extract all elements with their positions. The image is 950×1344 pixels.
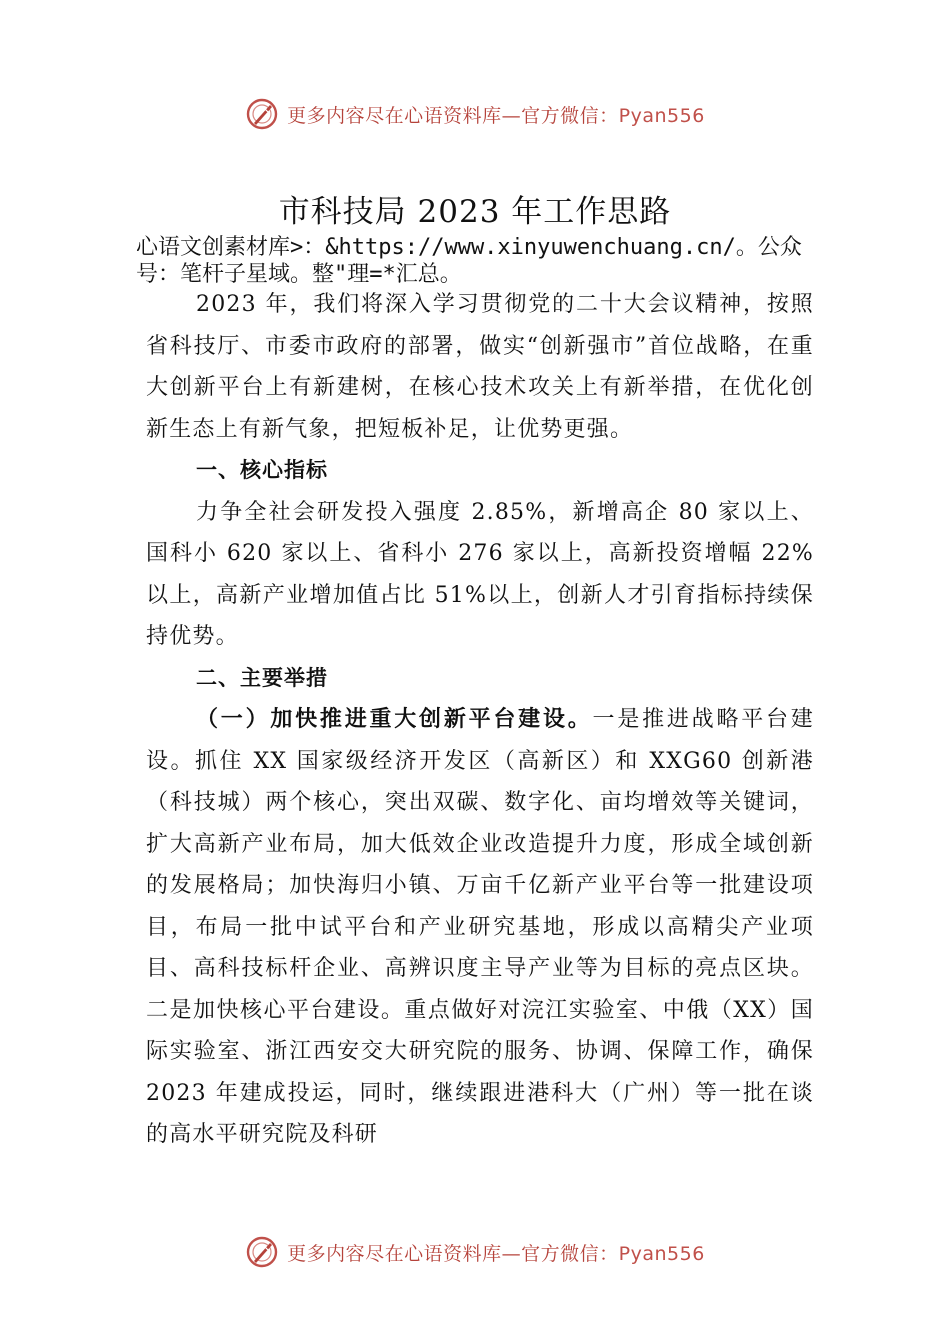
banner-text [287, 1239, 705, 1266]
wechat-id: Pyan556 [618, 104, 705, 127]
header-banner [0, 94, 950, 134]
footer-banner [0, 1232, 950, 1272]
wechat-id: Pyan556 [618, 1242, 705, 1265]
document-title: 市科技局 2023 年工作思路 [278, 194, 672, 230]
section-heading-main-measures: 二、主要举措 [196, 665, 328, 690]
section-heading-core-indicators: 一、核心指标 [196, 458, 328, 482]
banner-main-text: 更多内容尽在心语资料库—官方微信： [287, 1242, 619, 1265]
core-indicators-paragraph: 力争全社会研发投入强度 2.85%，新增高企 80 家以上、国科小 620 家以上、省科小 276 家以上，高新投资增幅 22%以上，高新产业增加值占比 51%以上，创新人才引育指标持续保持优势。 [146, 499, 814, 649]
measure-1-paragraph [146, 699, 814, 1156]
banner-text [287, 101, 705, 128]
measure-1-body: 一是推进战略平台建设。抓住 XX 国家级经济开发区（高新区）和 XXG60 创新港（科技城）两个核心，突出双碳、数字化、亩均增效等关键词，扩大高新产业布局，加大低效企业改造提升力度，形成全域创新的发展格局；加快海归小镇、万亩千亿新产业平台等一批建设项目，布局一批中试平台和产业研究基地，形成以高精尖产业项目、高科技标杆企业、高辨识度主导产业等为目标的亮点区块。二是加快核心平台建设。重点做好对浣江实验室、中俄（XX）国际实验室、浙江西安交大研究院的服务、协调、保障工作，确保 2023 年建成投运，同时，继续跟进港科大（广州）等一批在谈的高水平研究院及科研 [146, 707, 814, 1147]
document-body [146, 284, 814, 1156]
quill-logo-icon [245, 1235, 279, 1269]
intro-paragraph: 2023 年，我们将深入学习贯彻党的二十大会议精神，按照省科技厅、市委市政府的部署，做实“创新强市”首位战略，在重大创新平台上有新建树，在核心技术攻关上有新举措，在优化创新生态上有新气象，把短板补足，让优势更强。 [146, 292, 814, 442]
quill-logo-icon [245, 97, 279, 131]
banner-main-text: 更多内容尽在心语资料库—官方微信： [287, 104, 619, 127]
measure-1-heading: （一）加快推进重大创新平台建设。 [196, 706, 593, 732]
source-line: 心语文创素材库>：&https://www.xinyuwenchuang.cn/。公众号：笔杆子星域。整"理=*汇总。 [136, 235, 802, 287]
